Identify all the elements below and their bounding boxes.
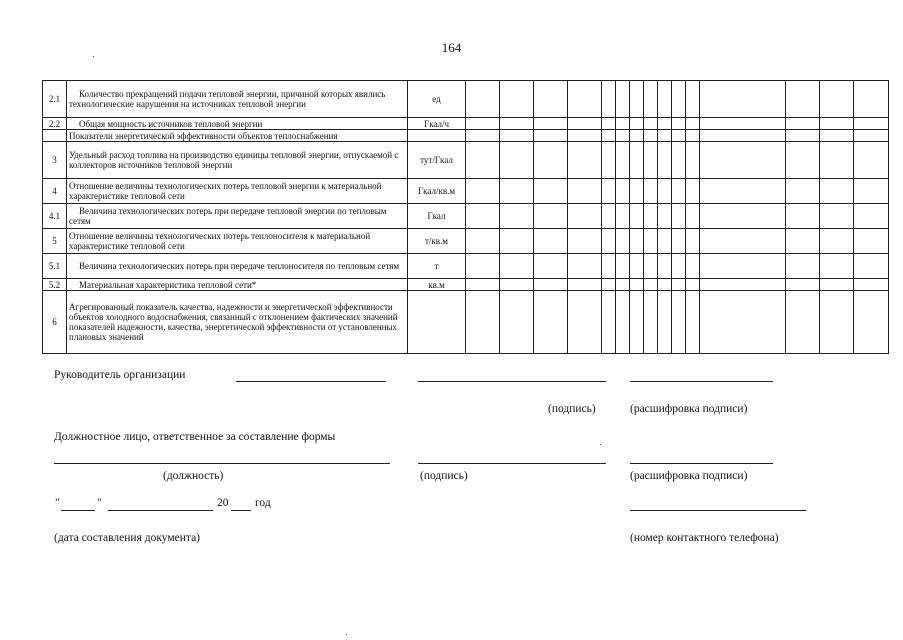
- table-row: [43, 130, 889, 142]
- value-cell[interactable]: [854, 291, 889, 354]
- value-cell[interactable]: [644, 291, 658, 354]
- value-cell[interactable]: [534, 204, 568, 229]
- value-cell[interactable]: [686, 179, 700, 204]
- value-cell[interactable]: [616, 279, 630, 291]
- value-cell[interactable]: [630, 291, 644, 354]
- signature-line-2[interactable]: [418, 463, 606, 464]
- value-cell[interactable]: [500, 179, 534, 204]
- value-cell[interactable]: [616, 229, 630, 254]
- value-cell[interactable]: [854, 118, 889, 130]
- value-cell[interactable]: [602, 118, 616, 130]
- row-description: Количество прекращений подачи тепловой энергии, причиной которых явились технологические нарушения на источниках тепловой энергии: [67, 81, 408, 118]
- row-description: Величина технологических потерь при передаче теплоносителя по тепловым сетям: [67, 254, 408, 279]
- value-cell[interactable]: [466, 118, 500, 130]
- responsible-label: Должностное лицо, ответственное за составление формы: [54, 431, 336, 443]
- value-cell[interactable]: [672, 118, 686, 130]
- value-cell[interactable]: [602, 254, 616, 279]
- value-cell[interactable]: [602, 291, 616, 354]
- phone-line[interactable]: [630, 510, 806, 511]
- value-cell[interactable]: [658, 279, 672, 291]
- value-cell[interactable]: [568, 81, 602, 118]
- head-position-line[interactable]: [236, 381, 386, 382]
- value-cell[interactable]: [630, 279, 644, 291]
- row-unit: Гкал/ч: [408, 118, 466, 130]
- value-cell[interactable]: [786, 279, 820, 291]
- table-row: [43, 279, 889, 291]
- value-cell[interactable]: [466, 130, 500, 142]
- value-cell[interactable]: [854, 130, 889, 142]
- phone-caption: (номер контактного телефона): [630, 532, 779, 544]
- row-description: Отношение величины технологических потерь тепловой энергии к материальной характеристике тепловой сети: [67, 179, 408, 204]
- signature-caption-1: (подпись): [548, 403, 596, 415]
- value-cell[interactable]: [630, 179, 644, 204]
- position-caption: (должность): [163, 470, 224, 482]
- date-year-suffix: год: [255, 497, 271, 509]
- value-cell[interactable]: [672, 279, 686, 291]
- value-cell[interactable]: [658, 179, 672, 204]
- value-cell[interactable]: [534, 279, 568, 291]
- value-cell[interactable]: [700, 130, 786, 142]
- value-cell[interactable]: [534, 229, 568, 254]
- value-cell[interactable]: [786, 291, 820, 354]
- value-cell[interactable]: [616, 81, 630, 118]
- row-number: 4: [43, 179, 67, 204]
- value-cell[interactable]: [672, 81, 686, 118]
- value-cell[interactable]: [820, 279, 854, 291]
- value-cell[interactable]: [602, 204, 616, 229]
- value-cell[interactable]: [644, 179, 658, 204]
- value-cell[interactable]: [500, 130, 534, 142]
- row-unit: кв.м: [408, 279, 466, 291]
- value-cell[interactable]: [686, 291, 700, 354]
- value-cell[interactable]: [644, 118, 658, 130]
- value-cell[interactable]: [500, 279, 534, 291]
- value-cell[interactable]: [644, 254, 658, 279]
- value-cell[interactable]: [820, 229, 854, 254]
- value-cell[interactable]: [534, 81, 568, 118]
- value-cell[interactable]: [786, 130, 820, 142]
- value-cell[interactable]: [500, 229, 534, 254]
- value-cell[interactable]: [568, 130, 602, 142]
- value-cell[interactable]: [854, 229, 889, 254]
- value-cell[interactable]: [466, 291, 500, 354]
- value-cell[interactable]: [672, 204, 686, 229]
- page-number: 164: [441, 40, 462, 55]
- value-cell[interactable]: [672, 291, 686, 354]
- value-cell[interactable]: [854, 142, 889, 179]
- row-description: Общая мощность источников тепловой энергии: [67, 118, 408, 130]
- value-cell[interactable]: [466, 229, 500, 254]
- signature-caption-2: (подпись): [420, 470, 468, 482]
- date-year-prefix: 20: [217, 497, 229, 509]
- value-cell[interactable]: [658, 142, 672, 179]
- value-cell[interactable]: [466, 142, 500, 179]
- row-number: 4.1: [43, 204, 67, 229]
- value-cell[interactable]: [686, 142, 700, 179]
- value-cell[interactable]: [786, 254, 820, 279]
- value-cell[interactable]: [786, 142, 820, 179]
- value-cell[interactable]: [786, 81, 820, 118]
- value-cell[interactable]: [672, 142, 686, 179]
- position-line[interactable]: [54, 463, 390, 464]
- value-cell[interactable]: [700, 142, 786, 179]
- value-cell[interactable]: [820, 204, 854, 229]
- value-cell[interactable]: [658, 291, 672, 354]
- table-row: [43, 118, 889, 130]
- value-cell[interactable]: [602, 279, 616, 291]
- value-cell[interactable]: [700, 279, 786, 291]
- value-cell[interactable]: [820, 291, 854, 354]
- value-cell[interactable]: [672, 229, 686, 254]
- value-cell[interactable]: [602, 130, 616, 142]
- row-number: 6: [43, 291, 67, 354]
- row-description: Величина технологических потерь при передаче тепловой энергии по тепловым сетям: [67, 204, 408, 229]
- table-row: [43, 291, 889, 354]
- value-cell[interactable]: [686, 279, 700, 291]
- value-cell[interactable]: [786, 179, 820, 204]
- row-description: Отношение величины технологических потерь теплоносителя к материальной характеристике тепловой сети: [67, 229, 408, 254]
- value-cell[interactable]: [658, 130, 672, 142]
- value-cell[interactable]: [820, 179, 854, 204]
- value-cell[interactable]: [568, 291, 602, 354]
- row-unit: т: [408, 254, 466, 279]
- value-cell[interactable]: [700, 81, 786, 118]
- value-cell[interactable]: [466, 254, 500, 279]
- value-cell[interactable]: [630, 142, 644, 179]
- value-cell[interactable]: [630, 118, 644, 130]
- value-cell[interactable]: [616, 204, 630, 229]
- row-description: Агрегированный показатель качества, надежности и энергетической эффективности объектов холодного водоснабжения, связанный с отклонением фактических значений показателей надежности, качества, энергетической эффективности от установленных плановых значений: [67, 291, 408, 354]
- table-row: [43, 229, 889, 254]
- value-cell[interactable]: [630, 204, 644, 229]
- value-cell[interactable]: [854, 279, 889, 291]
- value-cell[interactable]: [700, 204, 786, 229]
- indicators-table: [42, 80, 889, 354]
- table-row: [43, 142, 889, 179]
- row-number: 5.2: [43, 279, 67, 291]
- table-row: [43, 81, 889, 118]
- date-quote-open: ": [55, 497, 60, 509]
- value-cell[interactable]: [466, 204, 500, 229]
- row-unit: [408, 130, 466, 142]
- value-cell[interactable]: [820, 142, 854, 179]
- value-cell[interactable]: [786, 118, 820, 130]
- value-cell[interactable]: [854, 81, 889, 118]
- value-cell[interactable]: [644, 81, 658, 118]
- value-cell[interactable]: [786, 229, 820, 254]
- row-unit: Гкал: [408, 204, 466, 229]
- value-cell[interactable]: [786, 204, 820, 229]
- value-cell[interactable]: [630, 81, 644, 118]
- value-cell[interactable]: [820, 118, 854, 130]
- value-cell[interactable]: [500, 142, 534, 179]
- row-description: Показатели энергетической эффективности объектов теплоснабжения: [67, 130, 408, 142]
- value-cell[interactable]: [568, 279, 602, 291]
- value-cell[interactable]: [644, 229, 658, 254]
- scan-speck: [346, 634, 347, 635]
- value-cell[interactable]: [700, 229, 786, 254]
- value-cell[interactable]: [686, 130, 700, 142]
- value-cell[interactable]: [658, 204, 672, 229]
- value-cell[interactable]: [630, 254, 644, 279]
- value-cell[interactable]: [616, 130, 630, 142]
- row-unit: Гкал/кв.м: [408, 179, 466, 204]
- value-cell[interactable]: [854, 254, 889, 279]
- value-cell[interactable]: [568, 254, 602, 279]
- value-cell[interactable]: [700, 118, 786, 130]
- value-cell[interactable]: [602, 229, 616, 254]
- table-row: [43, 254, 889, 279]
- value-cell[interactable]: [854, 204, 889, 229]
- table-row: [43, 204, 889, 229]
- value-cell[interactable]: [616, 291, 630, 354]
- scan-speck: [600, 444, 601, 445]
- value-cell[interactable]: [568, 118, 602, 130]
- value-cell[interactable]: [616, 179, 630, 204]
- row-unit: [408, 291, 466, 354]
- value-cell[interactable]: [602, 142, 616, 179]
- value-cell[interactable]: [658, 81, 672, 118]
- date-month-line[interactable]: [108, 510, 213, 511]
- value-cell[interactable]: [854, 179, 889, 204]
- row-unit: тут/Гкал: [408, 142, 466, 179]
- value-cell[interactable]: [820, 81, 854, 118]
- value-cell[interactable]: [500, 81, 534, 118]
- value-cell[interactable]: [568, 179, 602, 204]
- value-cell[interactable]: [686, 229, 700, 254]
- row-number: 5: [43, 229, 67, 254]
- value-cell[interactable]: [630, 130, 644, 142]
- value-cell[interactable]: [616, 118, 630, 130]
- date-year-line[interactable]: [231, 510, 251, 511]
- value-cell[interactable]: [534, 118, 568, 130]
- date-quote-close: ": [97, 497, 102, 509]
- value-cell[interactable]: [568, 229, 602, 254]
- value-cell[interactable]: [686, 204, 700, 229]
- row-unit: т/кв.м: [408, 229, 466, 254]
- row-unit: ед: [408, 81, 466, 118]
- value-cell[interactable]: [616, 142, 630, 179]
- value-cell[interactable]: [602, 179, 616, 204]
- value-cell[interactable]: [602, 81, 616, 118]
- value-cell[interactable]: [630, 229, 644, 254]
- decoding-line-2[interactable]: [630, 463, 773, 464]
- value-cell[interactable]: [700, 291, 786, 354]
- value-cell[interactable]: [500, 118, 534, 130]
- row-number: 2.2: [43, 118, 67, 130]
- value-cell[interactable]: [500, 291, 534, 354]
- value-cell[interactable]: [534, 179, 568, 204]
- decoding-caption-1: (расшифровка подписи): [630, 403, 748, 415]
- value-cell[interactable]: [700, 254, 786, 279]
- value-cell[interactable]: [534, 254, 568, 279]
- value-cell[interactable]: [500, 254, 534, 279]
- head-label: Руководитель организации: [54, 369, 186, 381]
- value-cell[interactable]: [672, 254, 686, 279]
- value-cell[interactable]: [700, 179, 786, 204]
- value-cell[interactable]: [500, 204, 534, 229]
- date-day-line[interactable]: [61, 510, 95, 511]
- value-cell[interactable]: [568, 204, 602, 229]
- value-cell[interactable]: [534, 130, 568, 142]
- decoding-caption-2: (расшифровка подписи): [630, 470, 748, 482]
- value-cell[interactable]: [686, 118, 700, 130]
- value-cell[interactable]: [534, 142, 568, 179]
- row-number: 5.1: [43, 254, 67, 279]
- scan-speck: [93, 56, 94, 57]
- value-cell[interactable]: [658, 229, 672, 254]
- value-cell[interactable]: [644, 130, 658, 142]
- row-number: 3: [43, 142, 67, 179]
- value-cell[interactable]: [686, 81, 700, 118]
- value-cell[interactable]: [644, 142, 658, 179]
- head-decoding-line[interactable]: [630, 381, 773, 382]
- value-cell[interactable]: [820, 254, 854, 279]
- value-cell[interactable]: [644, 279, 658, 291]
- value-cell[interactable]: [466, 81, 500, 118]
- row-number: [43, 130, 67, 142]
- row-description: Удельный расход топлива на производство единицы тепловой энергии, отпускаемой с коллекторов источников тепловой энергии: [67, 142, 408, 179]
- table-row: [43, 179, 889, 204]
- row-number: 2.1: [43, 81, 67, 118]
- value-cell[interactable]: [466, 179, 500, 204]
- value-cell[interactable]: [820, 130, 854, 142]
- value-cell[interactable]: [672, 130, 686, 142]
- value-cell[interactable]: [534, 291, 568, 354]
- date-caption: (дата составления документа): [54, 532, 201, 544]
- value-cell[interactable]: [644, 204, 658, 229]
- value-cell[interactable]: [658, 254, 672, 279]
- value-cell[interactable]: [568, 142, 602, 179]
- value-cell[interactable]: [616, 254, 630, 279]
- value-cell[interactable]: [686, 254, 700, 279]
- value-cell[interactable]: [658, 118, 672, 130]
- row-description: Материальная характеристика тепловой сети*: [67, 279, 408, 291]
- head-signature-line[interactable]: [418, 381, 606, 382]
- value-cell[interactable]: [466, 279, 500, 291]
- value-cell[interactable]: [672, 179, 686, 204]
